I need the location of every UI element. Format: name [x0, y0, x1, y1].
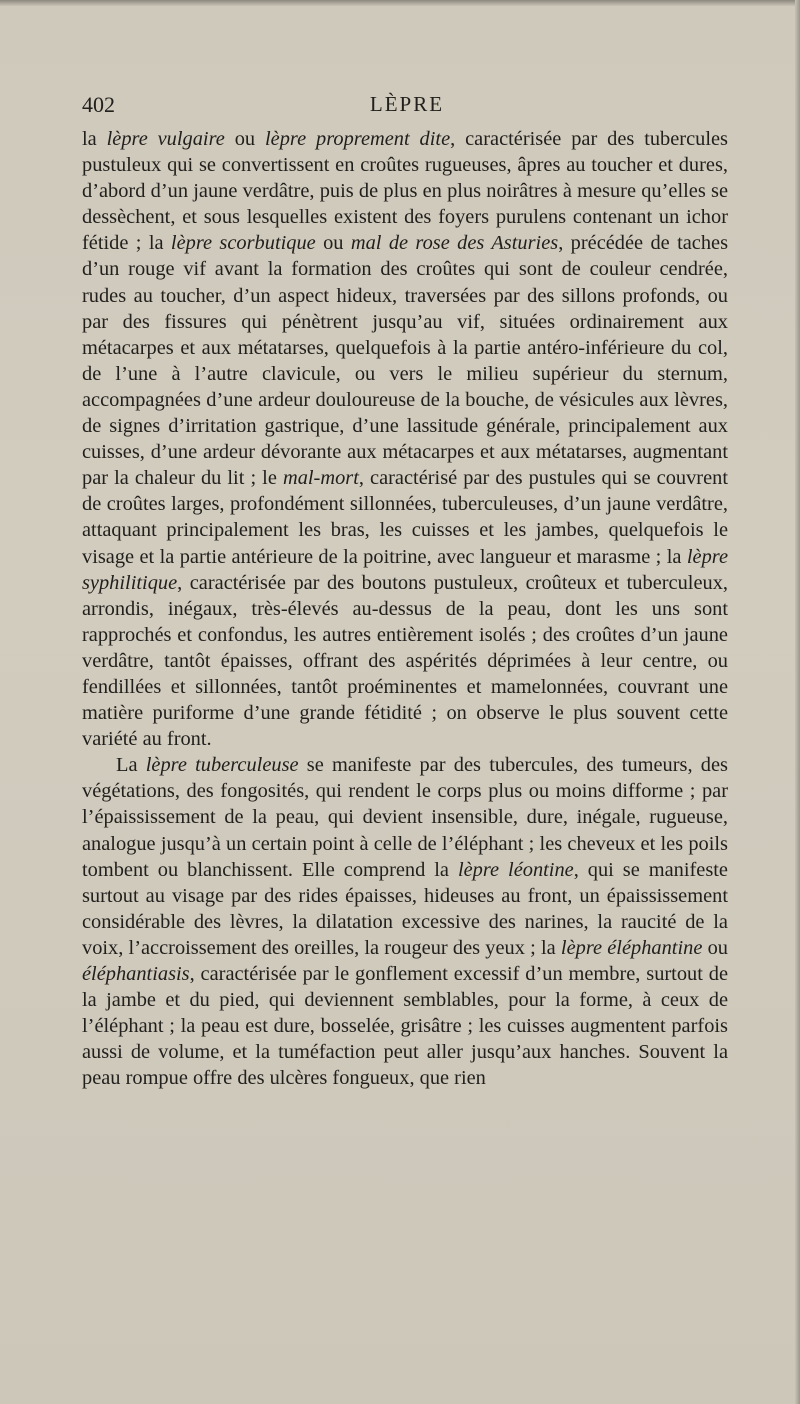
text-run: , qui se manifeste surtout au visage par des rides épaisses, hideuses au front, un épaississement considérable des lèvres, la dilatation excessive des narines, la raucité de la voix, l’accroissement des oreilles, la rougeur des yeux ; la: [82, 858, 728, 959]
running-title: LÈPRE: [369, 92, 445, 116]
term-mal-de-rose: mal de rose des Asturies: [350, 232, 559, 255]
text-run: ou: [224, 128, 266, 150]
body-text: [82, 126, 728, 1091]
paragraph-1: [82, 126, 728, 752]
text-run: , caractérisée par le gonflement excessif d’un membre, surtout de la jambe et du pied, qui deviennent semblables, pour la forme, à ceux de l’éléphant ; la peau est dure, bosselée, grisâtre ; les cuisses augmentent parfois aussi de volume, et la tuméfaction peut aller jusqu’aux hanches. Souvent la peau rompue offre des ulcères fongueux, que rien: [82, 963, 728, 1090]
term-elephantiasis: éléphantiasis: [82, 963, 190, 985]
term-lepre-proprement-dite: lèpre proprement dite: [265, 128, 451, 150]
term-lepre-tuberculeuse: lèpre tuberculeuse: [145, 754, 299, 777]
text-run: la: [82, 128, 107, 150]
term-lepre-leontine: lèpre léontine: [457, 858, 574, 881]
text-run: La: [116, 754, 146, 777]
page-right-edge: [795, 0, 800, 1404]
paragraph-2: [82, 752, 728, 1091]
page-number: 402: [82, 92, 115, 117]
term-lepre-syphilitique: lèpre syphilitique: [82, 545, 728, 594]
term-lepre-scorbutique: lèpre scorbutique: [170, 232, 316, 255]
page-top-edge: [0, 0, 800, 6]
text-run: , précédée de taches d’un rouge vif avant la formation des croûtes qui sont de couleur cendrée, rudes au toucher, d’un aspect hideux, traversées par des sillons profonds, ou par des fissures qui pénètrent jusqu’au vif, situées ordinairement aux métacarpes et aux métatarses, quelquefois à la partie antéro-inférieure du col, de l’une à l’autre clavicule, ou vers le milieu supérieur du sternum, accompagnées d’une ardeur douloureuse de la bouche, de vésicules aux lèvres, de signes d’irritation gastrique, d’une lassitude générale, principalement aux cuisses, d’une ardeur dévorante aux métacarpes et aux métatarses, augmentant par la chaleur du lit ; le: [82, 232, 729, 490]
text-run: , caractérisé par des pustules qui se couvrent de croûtes larges, profondément sillonnées, tuberculeuses, d’un jaune verdâtre, attaquant principalement les bras, les cuisses et les jambes, quelquefois le visage et la partie antérieure de la poitrine, avec langueur et marasme ; la: [82, 467, 728, 568]
text-run: ou: [702, 936, 728, 959]
term-mal-mort: mal-mort: [282, 467, 359, 490]
text-run: , caractérisée par des tubercules pustuleux qui se convertissent en croûtes rugueuses, âpres au toucher et dures, d’abord d’un jaune verdâtre, puis de plus en plus noirâtres à mesure qu’elles se dessèchent, et sous lesquelles existent des foyers purulens contenant un ichor fétide ; la: [82, 128, 728, 255]
term-lepre-vulgaire: lèpre vulgaire: [106, 128, 225, 150]
text-run: se manifeste par des tubercules, des tumeurs, des végétations, des fongosités, qui rendent le corps plus ou moins difforme ; par l’épaississement de la peau, qui devient insensible, dure, inégale, rugueuse, analogue jusqu’à un certain point à celle de l’éléphant ; les cheveux et les poils tombent ou blanchissent. Elle comprend la: [82, 754, 728, 881]
term-lepre-elephantine: lèpre éléphantine: [560, 936, 703, 959]
page-header: [82, 92, 732, 122]
text-run: ou: [315, 232, 351, 255]
text-run: , caractérisée par des boutons pustuleux, croûteux et tuberculeux, arrondis, inégaux, très-élevés au-dessus de la peau, dont les uns sont rapprochés et confondus, les autres entièrement isolés ; des croûtes d’un jaune verdâtre, tantôt épaisses, offrant des aspérités déprimées à leur centre, ou fendillées et sillonnées, tantôt proéminentes et mamelonnées, couvrant une matière puriforme d’une grande fétidité ; on observe le plus souvent cette variété au front.: [82, 571, 728, 751]
